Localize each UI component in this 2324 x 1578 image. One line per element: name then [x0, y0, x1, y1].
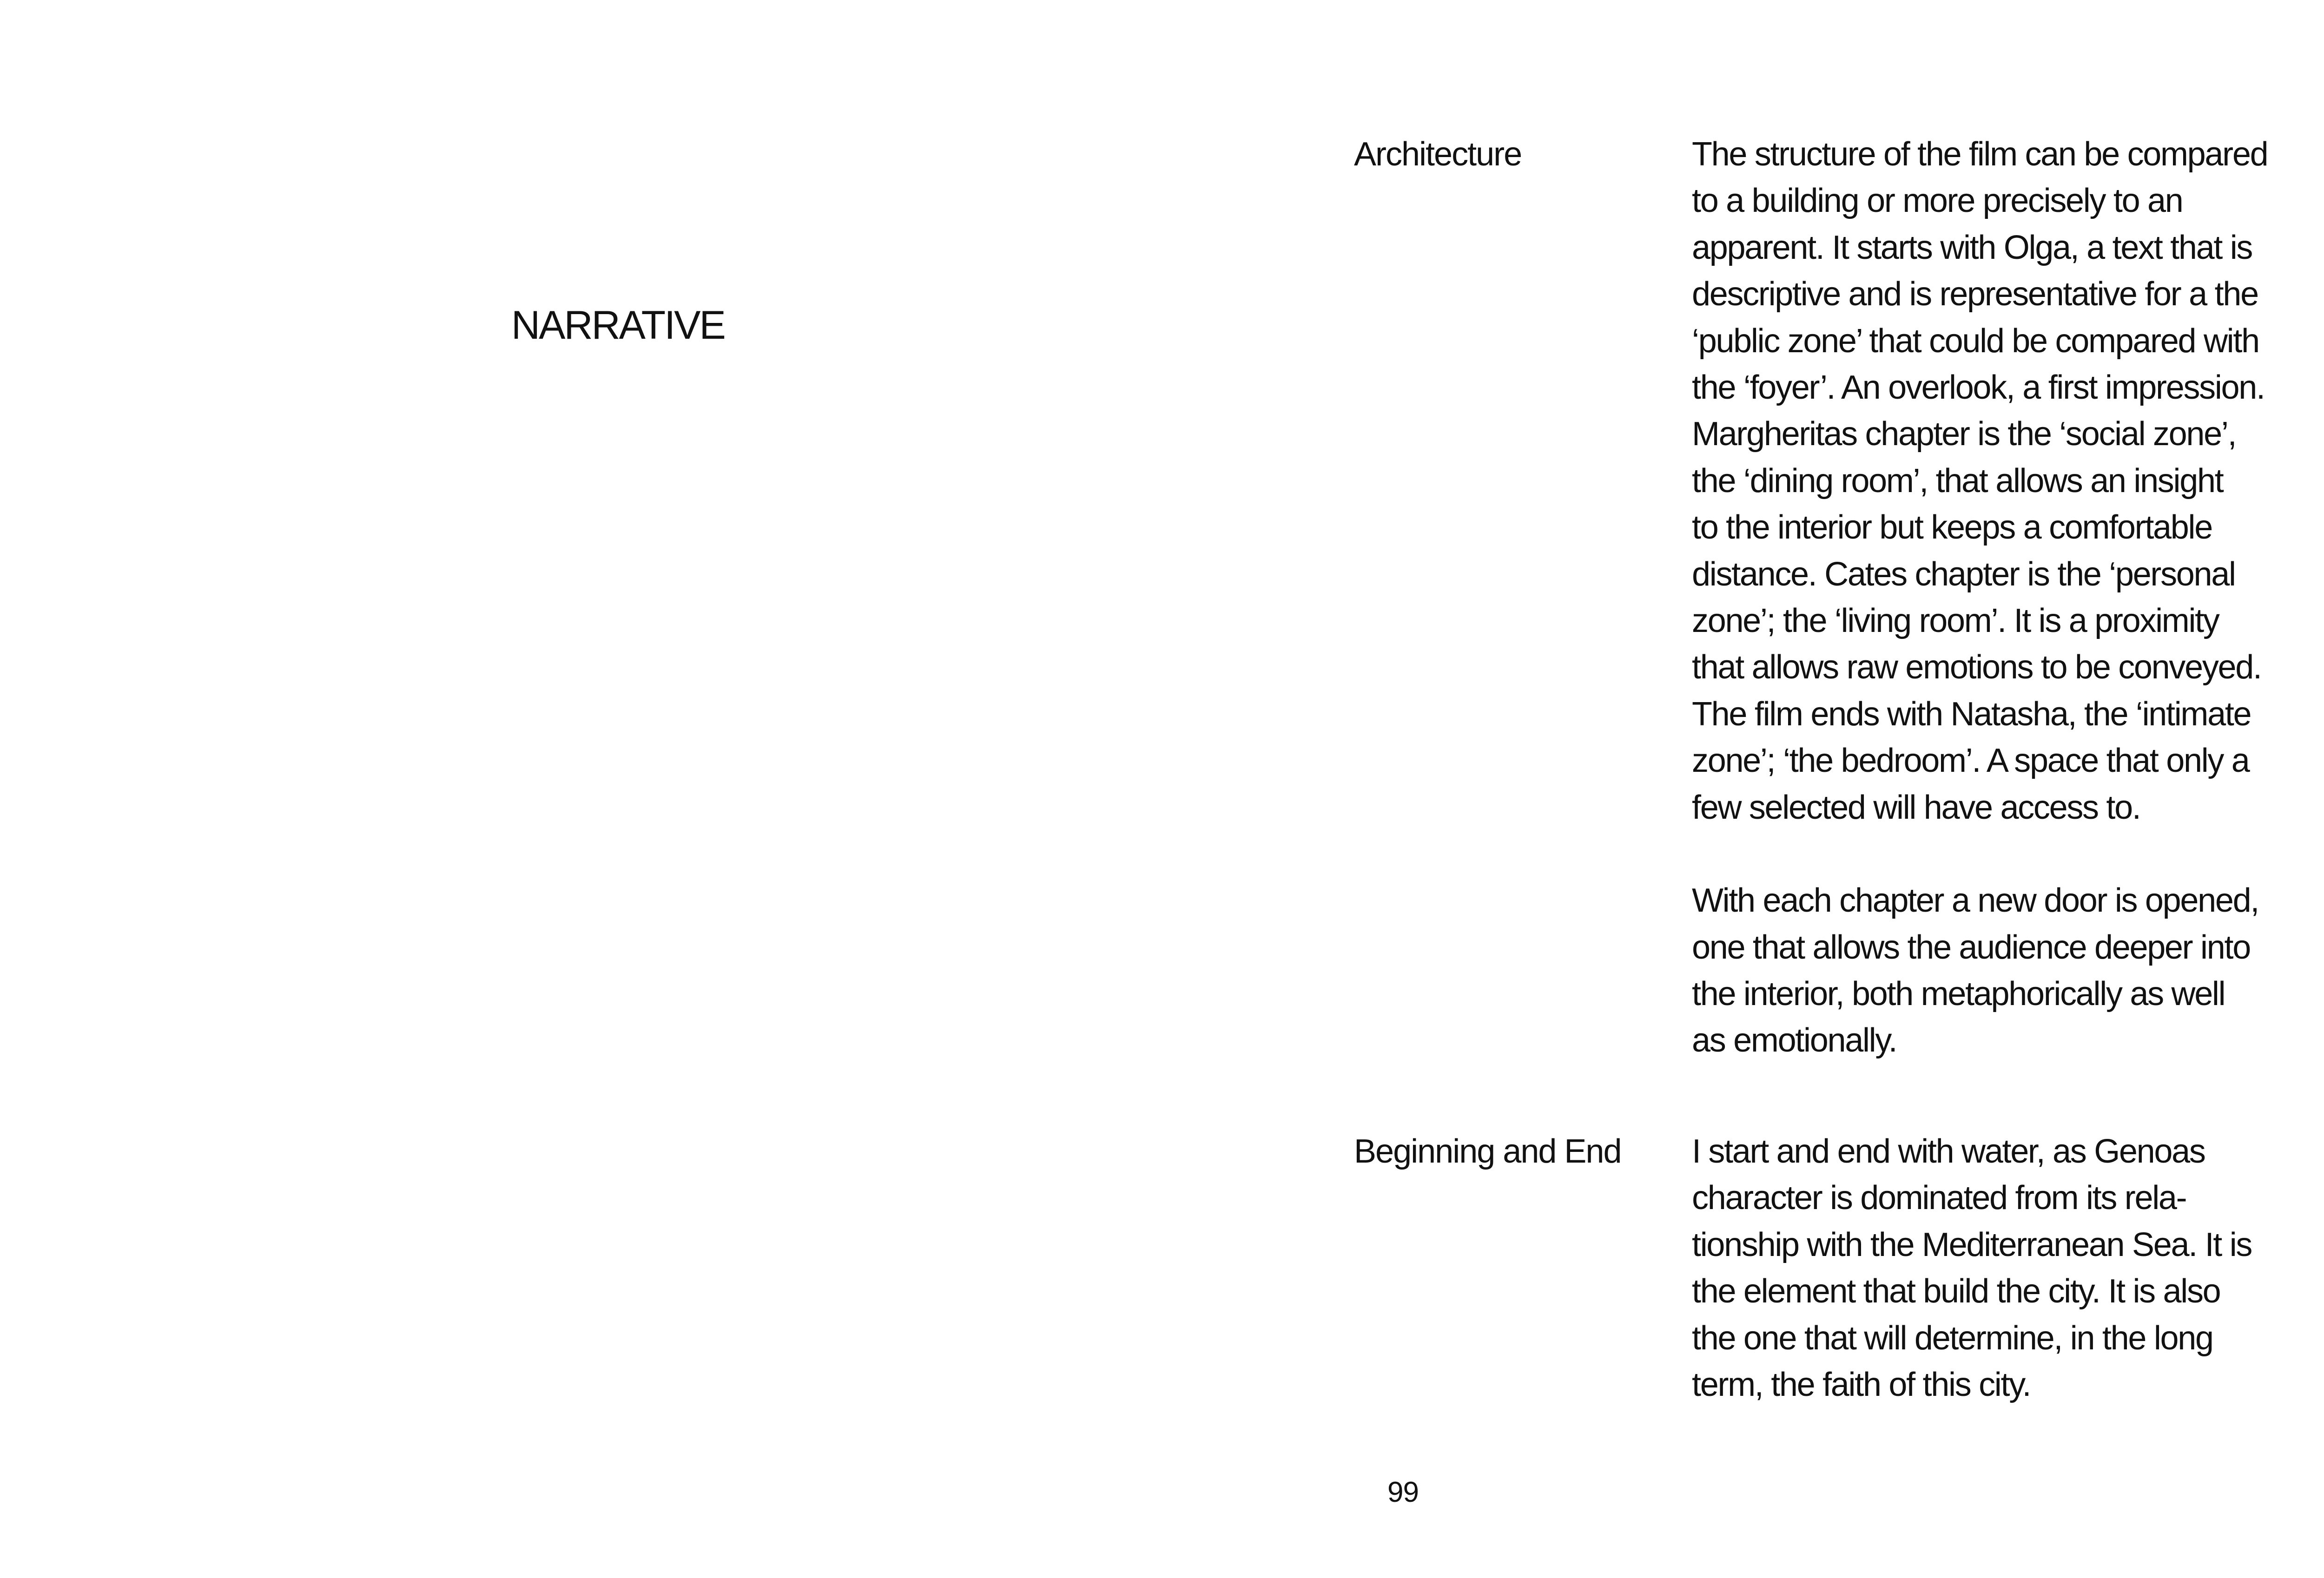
entry-body-beginning-and-end — [1692, 1128, 2315, 1408]
paragraph: The structure of the film can be compared to a building or more precisely to an apparent. It starts with Olga, a text that is descriptive and is representative for a the ‘public zone’ that could be compared with the ‘foyer’. An overlook, a first impression. Margheritas chapter is the ‘social zone’, the ‘dining room’, that allows an insight to the interior but keeps a comfortable distance. Cates chapter is the ‘personal zone’; the ‘living room’. It is a proximity that allows raw emotions to be conveyed. The film ends with Natasha, the ‘intimate zone’; ‘the bedroom’. A space that only a few selected will have access to. — [1692, 136, 2268, 826]
section-title: NARRATIVE — [511, 303, 725, 348]
paragraph: I start and end with water, as Genoas character is dominated from its rela- tionship with the Mediterranean Sea. It is the element that build the city. It is also the one that will determine, in the long term, the faith of this city. — [1692, 1133, 2252, 1404]
paragraph: With each chapter a new door is opened, one that allows the audience deeper into the interior, both metaphorically as well as emotionally. — [1692, 882, 2259, 1059]
page-number: 99 — [1387, 1476, 1419, 1508]
entry-label-beginning-and-end: Beginning and End — [1354, 1133, 1621, 1170]
entry-label-architecture: Architecture — [1354, 136, 1522, 173]
entry-body-architecture — [1692, 131, 2315, 1064]
